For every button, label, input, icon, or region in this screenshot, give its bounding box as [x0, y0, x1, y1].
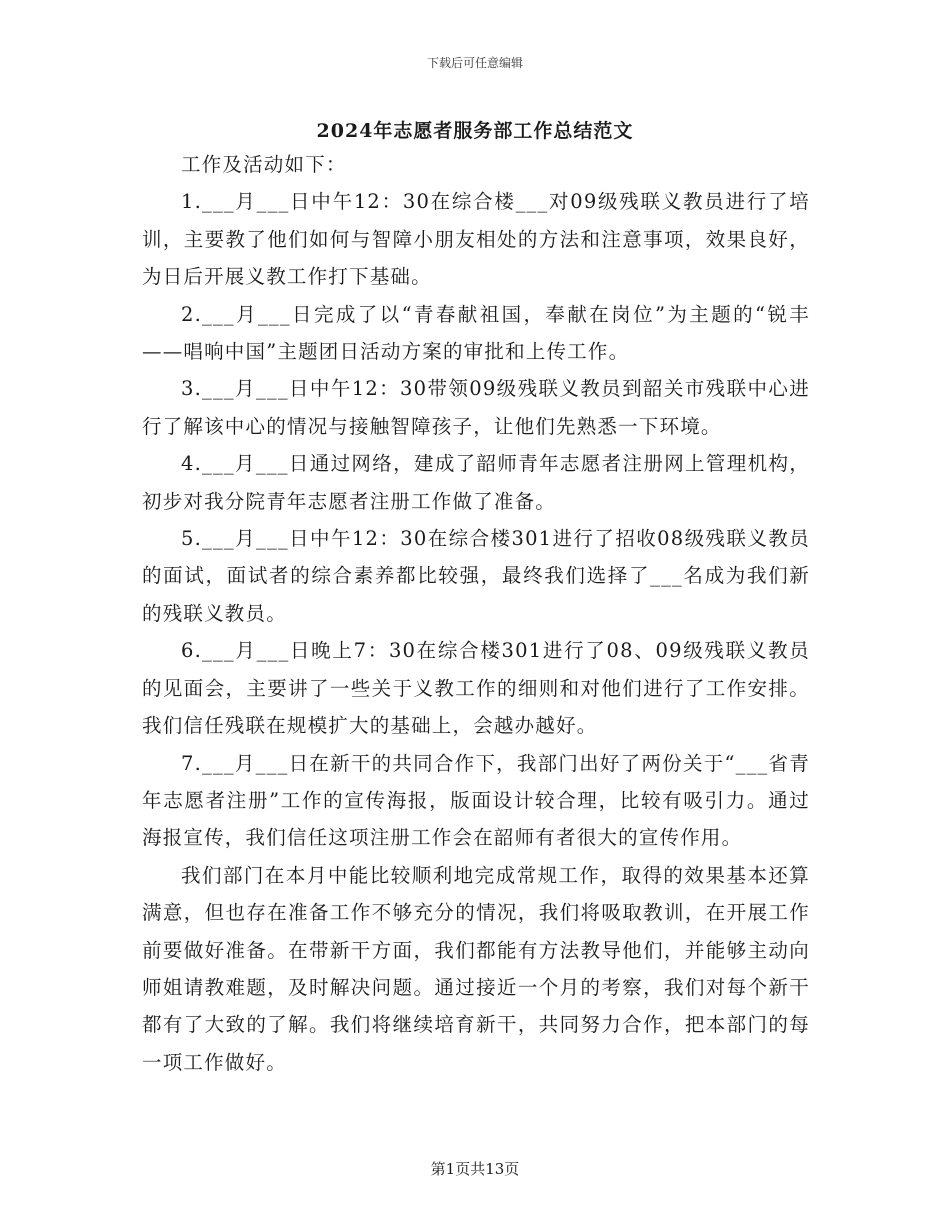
document-body	[142, 146, 810, 1081]
item-3-paragraph: 3.___月___日中午12：30带领09级残联义教员到韶关市残联中心进行了解该中心的情况与接触智障孩子，让他们先熟悉一下环境。	[142, 377, 810, 438]
page-number: 第1页共13页	[430, 1160, 520, 1178]
document-title: 2024年志愿者服务部工作总结范文	[316, 120, 634, 142]
item-4-paragraph: 4.___月___日通过网络，建成了韶师青年志愿者注册网上管理机构，初步对我分院青年志愿者注册工作做了准备。	[142, 452, 810, 513]
item-1-paragraph: 1.___月___日中午12：30在综合楼___对09级残联义教员进行了培训，主要教了他们如何与智障小朋友相处的方法和注意事项，效果良好，为日后开展义教工作打下基础。	[142, 190, 810, 289]
item-7-paragraph: 7.___月___日在新干的共同合作下，我部门出好了两份关于“___省青年志愿者注册”工作的宣传海报，版面设计较合理，比较有吸引力。通过海报宣传，我们信任这项注册工作会在韶师有者很大的宣传作用。	[142, 751, 810, 850]
summary-paragraph: 我们部门在本月中能比较顺利地完成常规工作，取得的效果基本还算满意，但也存在准备工作不够充分的情况，我们将吸取教训，在开展工作前要做好准备。在带新干方面，我们都能有方法教导他们，并能够主动向师姐请教难题，及时解决问题。通过接近一个月的考察，我们对每个新干都有了大致的了解。我们将继续培育新干，共同努力合作，把本部门的每一项工作做好。	[142, 863, 810, 1074]
header-note: 下载后可任意编辑	[426, 56, 523, 70]
item-5-paragraph: 5.___月___日中午12：30在综合楼301进行了招收08级残联义教员的面试，面试者的综合素养都比较强，最终我们选择了___名成为我们新的残联义教员。	[142, 527, 810, 625]
item-6-paragraph: 6.___月___日晚上7：30在综合楼301进行了08、09级残联义教员的见面会，主要讲了一些关于义教工作的细则和对他们进行了工作安排。我们信任残联在规模扩大的基础上，会越办越好。	[142, 639, 810, 738]
item-2-paragraph: 2.___月___日完成了以“青春献祖国，奉献在岗位”为主题的“锐丰——唱响中国”主题团日活动方案的审批和上传工作。	[142, 302, 810, 364]
intro-paragraph: 工作及活动如下：	[181, 153, 347, 176]
